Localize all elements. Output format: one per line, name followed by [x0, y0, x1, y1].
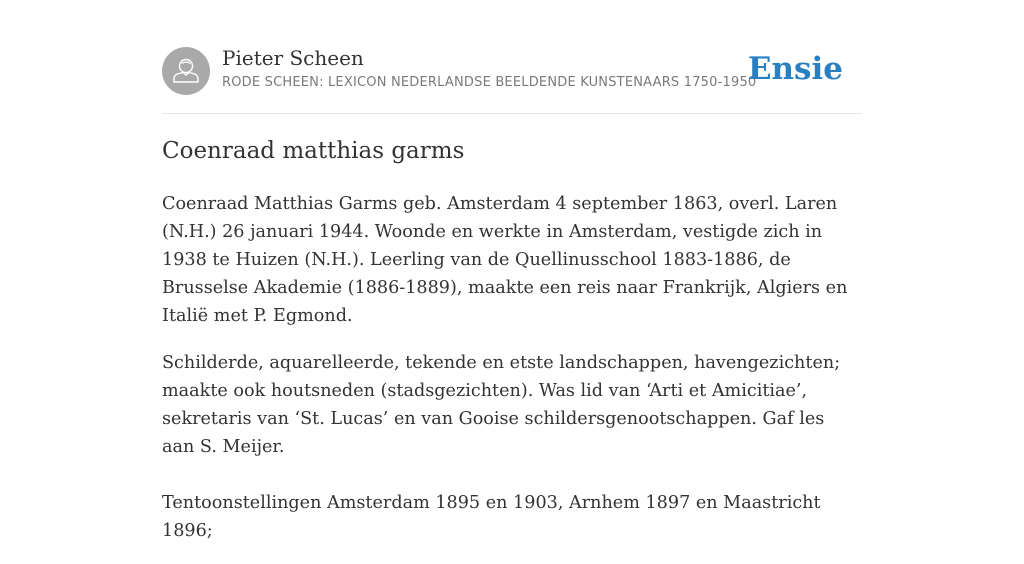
article-header	[162, 46, 862, 96]
article-paragraph: Tentoonstellingen Amsterdam 1895 en 1903, Arnhem 1897 en Maastricht 1896;	[162, 493, 821, 541]
ensie-logo[interactable]: Ensie	[747, 51, 843, 87]
header-divider	[162, 113, 862, 114]
article-paragraph: Coenraad Matthias Garms geb. Amsterdam 4 september 1863, overl. Laren (N.H.) 26 januari 1944. Woonde en werkte in Amsterdam, vestigde zich in 1938 te Huizen (N.H.). Leerling van de Quellinusschool 1883-1886, de Brusselse Akademie (1886-1889), maakte een reis naar Frankrijk, Algiers en Italië met P. Egmond.	[162, 194, 848, 326]
article-body	[162, 190, 862, 564]
article-title: Coenraad matthias garms	[162, 138, 465, 164]
author-name[interactable]: Pieter Scheen	[222, 46, 364, 70]
user-icon	[162, 47, 210, 95]
article-paragraph: Schilderde, aquarelleerde, tekende en etste landschappen, havengezichten; maakte ook houtsneden (stadsgezichten). Was lid van ‘Arti et Amicitiae’, sekretaris van ‘St. Lucas’ en van Gooise schildersgenootschappen. Gaf les aan S. Meijer.	[162, 353, 841, 457]
author-avatar[interactable]	[162, 47, 210, 95]
source-title[interactable]: RODE SCHEEN: LEXICON NEDERLANDSE BEELDENDE KUNSTENAARS 1750-1950	[222, 75, 757, 90]
